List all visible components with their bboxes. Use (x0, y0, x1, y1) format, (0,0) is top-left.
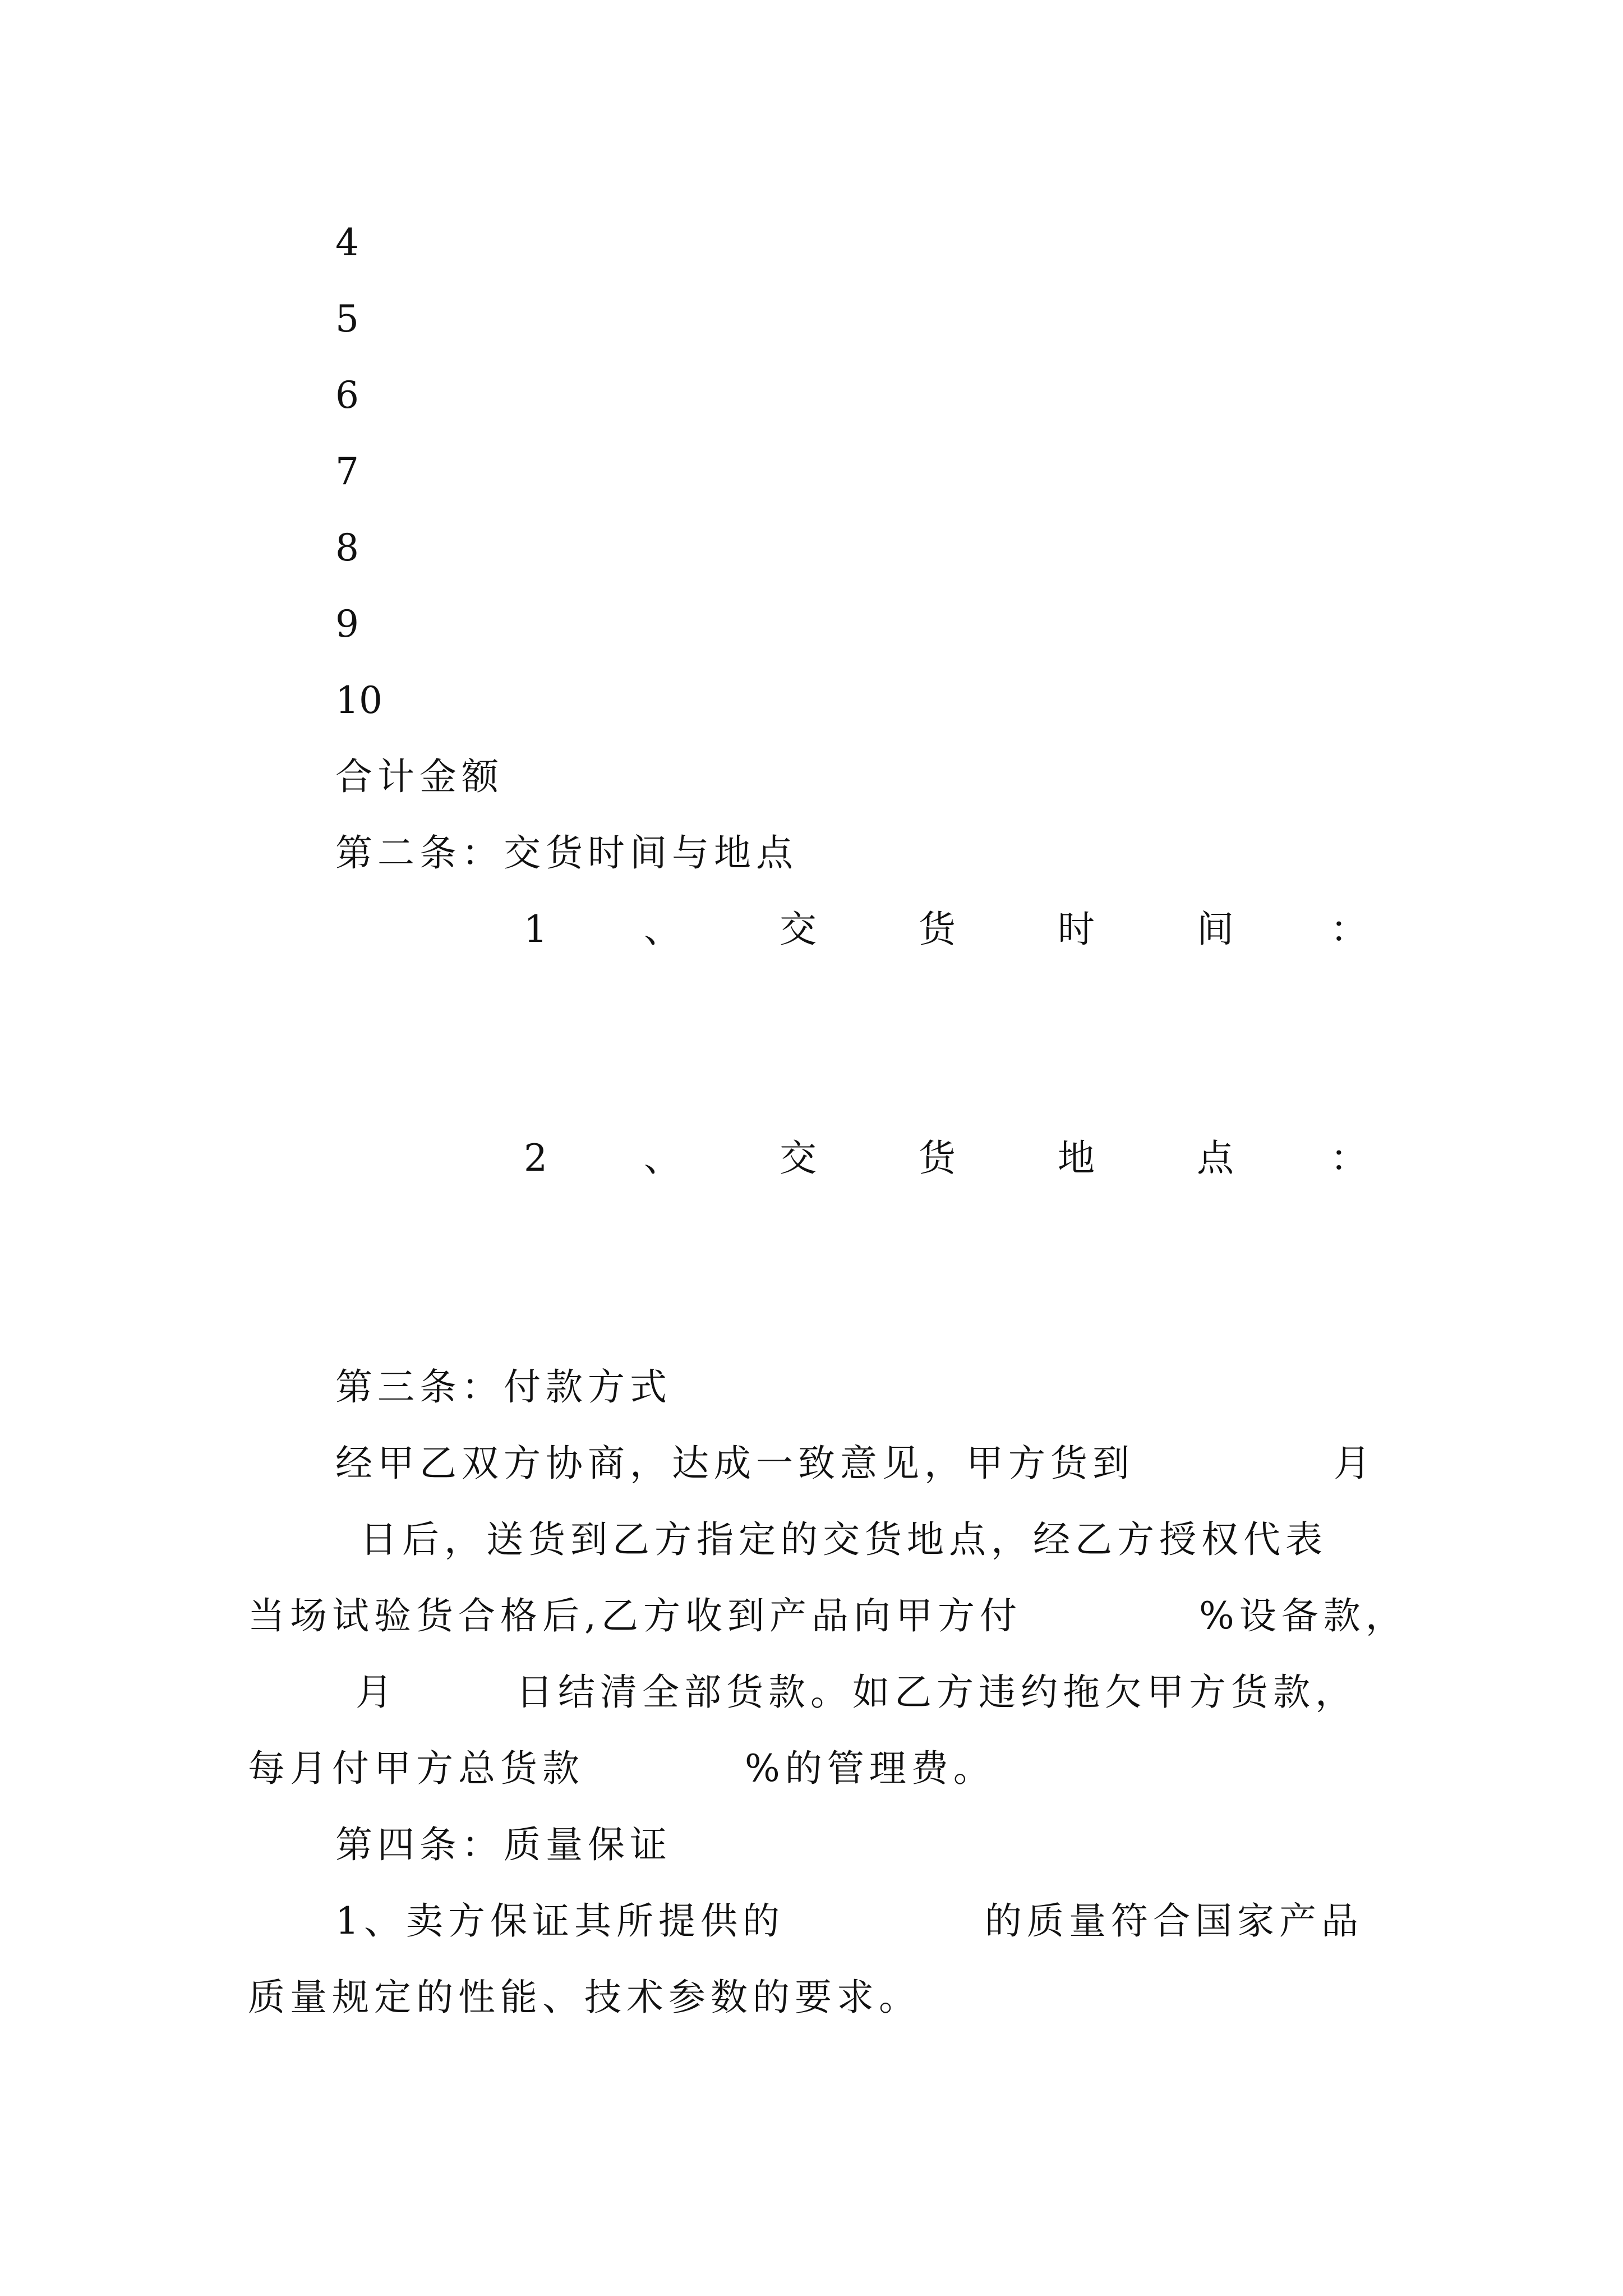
char: 交 (780, 1137, 817, 1180)
payment-text: 月 (1334, 1442, 1376, 1485)
payment-text: 日后，送货到乙方指定的交货地点，经乙方授权代表 (360, 1518, 1327, 1561)
article4-heading: 第四条：质量保证 (335, 1823, 672, 1866)
payment-text: 日结清全部货款。如乙方违约拖欠甲方货款， (516, 1671, 1357, 1714)
quality-text: 的质量符合国家产品 (985, 1899, 1363, 1943)
article2-heading: 第二条：交货时间与地点 (335, 831, 798, 875)
row-number: 7 (335, 450, 359, 493)
char: 、 (644, 1137, 681, 1180)
char: 1 (524, 908, 547, 951)
char: ： (1330, 1137, 1367, 1180)
total-amount-label: 合计金额 (335, 755, 504, 798)
payment-text: 月 (356, 1671, 398, 1714)
row-number: 9 (335, 602, 359, 646)
row-number: 10 (335, 679, 382, 722)
payment-text: %设备款， (1199, 1594, 1408, 1637)
char: 间 (1197, 908, 1234, 951)
payment-text: %的管理费。 (745, 1747, 995, 1790)
quality-text: 质量规定的性能、技术参数的要求。 (248, 1976, 921, 2019)
char: 点 (1197, 1137, 1234, 1180)
payment-text: 每月付甲方总货款 (248, 1747, 584, 1790)
char: 、 (644, 908, 681, 951)
char: 2 (524, 1137, 547, 1180)
char: 货 (919, 908, 956, 951)
row-number: 5 (335, 297, 359, 341)
quality-text: 1、卖方保证其所提供的 (335, 1899, 785, 1943)
row-number: 8 (335, 526, 359, 569)
char: 交 (780, 908, 817, 951)
row-number: 4 (335, 221, 359, 264)
char: 地 (1058, 1137, 1095, 1180)
char: ： (1330, 908, 1367, 951)
payment-text: 当场试验货合格后,乙方收到产品向甲方付 (248, 1594, 1022, 1637)
char: 时 (1058, 908, 1095, 951)
article3-heading: 第三条：付款方式 (335, 1365, 672, 1409)
payment-text: 经甲乙双方协商，达成一致意见，甲方货到 (335, 1442, 1135, 1485)
char: 货 (919, 1137, 956, 1180)
row-number: 6 (335, 374, 359, 417)
